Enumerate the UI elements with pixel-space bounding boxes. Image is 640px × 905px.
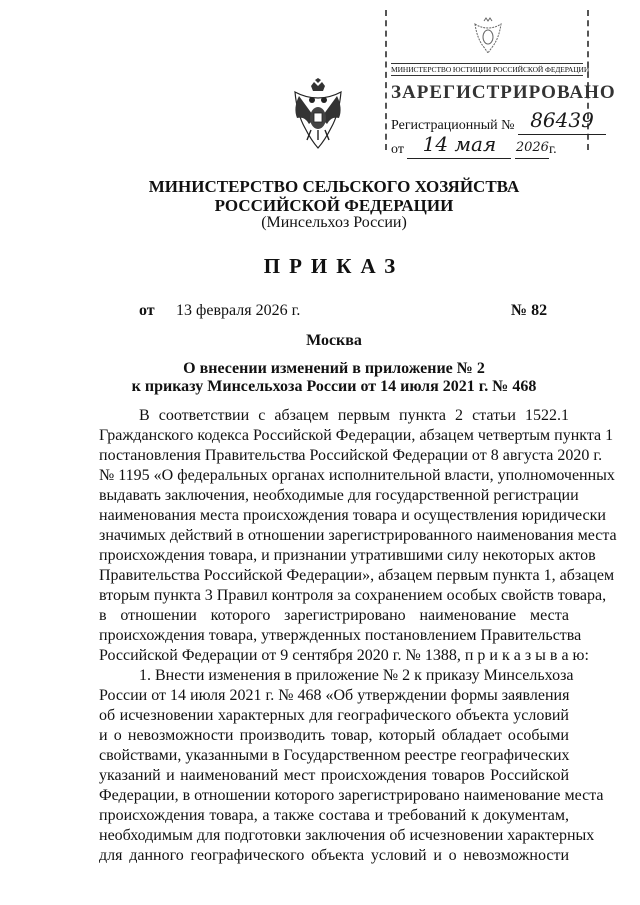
- body-line: наименования места происхождения товара и осуществления юридически: [99, 507, 606, 524]
- order-subject-line1: О внесении изменений в приложение № 2: [183, 360, 485, 377]
- ministry-name-line2: РОССИЙСКОЙ ФЕДЕРАЦИИ: [214, 196, 454, 215]
- body-line: Федерации, в отношении которого зарегистрировано наименование места: [99, 787, 604, 804]
- body-line: В соответствии с абзацем первым пункта 2 статьи 1522.1: [139, 407, 569, 424]
- coat-of-arms-icon: [285, 78, 351, 150]
- stamp-emblem-icon: [471, 16, 505, 54]
- body-line: в отношении которого зарегистрировано наименование места: [99, 607, 569, 624]
- order-subject-line2: к приказу Минсельхоза России от 14 июля 2021 г. № 468: [131, 378, 537, 395]
- order-city: Москва: [306, 332, 362, 349]
- body-line: Гражданского кодекса Российской Федерации, абзацем четвертым пункта 1: [99, 427, 614, 444]
- body-line: об исчезновении характерных для географического объекта условий: [99, 707, 569, 724]
- stamp-reg-number-field: [518, 110, 606, 135]
- body-line: 1. Внести изменения в приложение № 2 к приказу Минсельхоза: [139, 667, 574, 684]
- order-date: 13 февраля 2026 г.: [176, 302, 301, 319]
- document-type-title: ПРИКАЗ: [263, 254, 405, 278]
- stamp-date-field: [407, 134, 511, 159]
- stamp-year-field: [515, 142, 549, 159]
- body-line: для данного географического объекта условий и о невозможности: [99, 847, 569, 864]
- body-line: России от 14 июля 2021 г. № 468 «Об утверждении формы заявления: [99, 687, 570, 704]
- body-line: вторым пункта 3 Правил контроля за сохранением особых свойств товара,: [99, 587, 607, 604]
- registration-stamp: [385, 10, 616, 157]
- stamp-reg-number: 86439: [530, 108, 594, 132]
- stamp-registered-label: ЗАРЕГИСТРИРОВАНО: [391, 82, 616, 103]
- stamp-date-prefix: от: [391, 142, 404, 157]
- order-number: № 82: [511, 302, 548, 319]
- body-line: происхождения товара, утвержденных постановлением Правительства: [99, 627, 582, 644]
- ministry-short-name: (Минсельхоз России): [261, 214, 407, 231]
- body-line: постановления Правительства Российской Федерации от 8 августа 2020 г.: [99, 447, 603, 464]
- stamp-reg-label: Регистрационный №: [391, 118, 515, 133]
- stamp-date-line: [391, 134, 557, 159]
- body-line: № 1195 «О федеральных органах исполнительной власти, уполномоченных: [99, 467, 615, 484]
- body-line: значимых действий в отношении зарегистрированного наименования места: [99, 527, 617, 544]
- body-line: указаний и наименований мест происхождения товаров Российской: [99, 767, 569, 784]
- stamp-ministry-name: МИНИСТЕРСТВО ЮСТИЦИИ РОССИЙСКОЙ ФЕДЕРАЦИИ: [391, 65, 590, 74]
- body-line: Правительства Российской Федерации», абзацем первым пункта 1, абзацем: [99, 567, 615, 584]
- body-line: Российской Федерации от 9 сентября 2020 г. № 1388, п р и к а з ы в а ю:: [99, 647, 589, 664]
- body-line: выдавать заключения, необходимые для государственной регистрации: [99, 487, 579, 504]
- stamp-date-day-month: 14 мая: [422, 132, 497, 156]
- body-line: свойствами, указанными в Государственном реестре географических: [99, 747, 570, 764]
- order-date-prefix: от: [139, 302, 155, 319]
- body-line: необходимым для подготовки заключения об исчезновении характерных: [99, 827, 595, 844]
- body-line: происхождения товара, и признании утратившими силу некоторых актов: [99, 547, 596, 564]
- ministry-name-line1: МИНИСТЕРСТВО СЕЛЬСКОГО ХОЗЯЙСТВА: [148, 177, 520, 196]
- stamp-date-suffix: г.: [548, 142, 557, 157]
- stamp-date-year: 2026: [515, 140, 549, 155]
- body-line: и о невозможности производить товар, который обладает особыми: [99, 727, 569, 744]
- body-line: происхождения товара, а также состава и требований к документам,: [99, 807, 569, 824]
